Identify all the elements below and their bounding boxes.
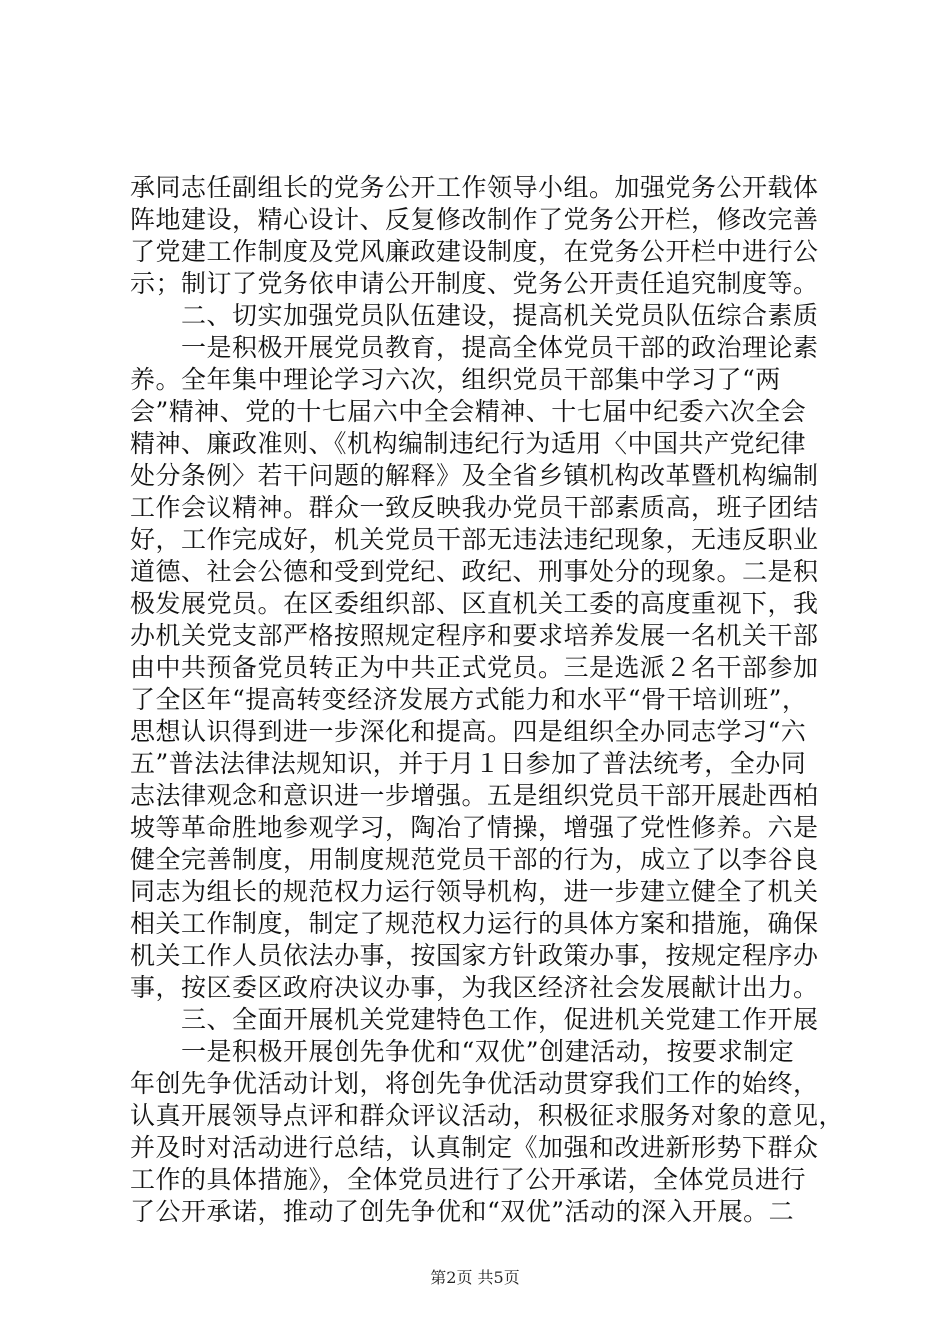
document-body xyxy=(130,172,845,1228)
text-line: 健全完善制度，用制度规范党员干部的行为，成立了以李谷良 xyxy=(130,845,819,874)
text-line: 认真开展领导点评和群众评议活动，积极征求服务对象的意见， xyxy=(130,1101,845,1130)
text-line: 道德、社会公德和受到党纪、政纪、刑事处分的现象。二是积 xyxy=(130,557,819,586)
text-line: 会”精神、党的十七届六中全会精神、十七届中纪委六次全会 xyxy=(130,397,807,426)
text-line: 同志为组长的规范权力运行领导机构，进一步建立健全了机关 xyxy=(130,877,819,906)
text-line: 了公开承诺，推动了创先争优和“双优”活动的深入开展。二 xyxy=(130,1197,795,1226)
text-line: 相关工作制度，制定了规范权力运行的具体方案和措施，确保 xyxy=(130,909,819,938)
text-line: 由中共预备党员转正为中共正式党员。三是选派２名干部参加 xyxy=(130,653,819,682)
text-line: 一是积极开展党员教育，提高全体党员干部的政治理论素 xyxy=(130,333,819,362)
text-line: 工作的具体措施》，全体党员进行了公开承诺，全体党员进行 xyxy=(130,1165,807,1194)
text-line: 坡等革命胜地参观学习，陶冶了情操，增强了党性修养。六是 xyxy=(130,813,819,842)
text-line: 示；制订了党务依申请公开制度、党务公开责任追究制度等。 xyxy=(130,269,819,298)
text-line: 精神、廉政准则、《机构编制违纪行为适用〈中国共产党纪律 xyxy=(130,429,807,458)
text-line: 养。全年集中理论学习六次，组织党员干部集中学习了“两 xyxy=(130,365,781,394)
text-line: 了党建工作制度及党风廉政建设制度，在党务公开栏中进行公 xyxy=(130,237,819,266)
text-line: 机关工作人员依法办事，按国家方针政策办事，按规定程序办 xyxy=(130,941,819,970)
text-line: 办机关党支部严格按照规定程序和要求培养发展一名机关干部 xyxy=(130,621,819,650)
text-line: 五”普法法律法规知识，并于月１日参加了普法统考，全办同 xyxy=(130,749,807,778)
text-line: 年创先争优活动计划，将创先争优活动贯穿我们工作的始终， xyxy=(130,1069,819,1098)
text-line: 一是积极开展创先争优和“双优”创建活动，按要求制定 xyxy=(130,1037,795,1066)
text-line: 志法律观念和意识进一步增强。五是组织党员干部开展赴西柏 xyxy=(130,781,819,810)
text-line: 思想认识得到进一步深化和提高。四是组织全办同志学习“六 xyxy=(130,717,807,746)
text-line: 并及时对活动进行总结，认真制定《加强和改进新形势下群众 xyxy=(130,1133,819,1162)
text-line: 极发展党员。在区委组织部、区直机关工委的高度重视下，我 xyxy=(130,589,819,618)
text-line: 好，工作完成好，机关党员干部无违法违纪现象，无违反职业 xyxy=(130,525,819,554)
page-number-footer: 第2页 共5页 xyxy=(430,1268,520,1287)
text-line: 事，按区委区政府决议办事，为我区经济社会发展献计出力。 xyxy=(130,973,819,1002)
section-heading: 二、切实加强党员队伍建设，提高机关党员队伍综合素质 xyxy=(130,301,819,330)
text-line: 了全区年“提高转变经济发展方式能力和水平“骨干培训班”， xyxy=(130,685,808,714)
text-line: 处分条例〉若干问题的解释》及全省乡镇机构改革暨机构编制 xyxy=(130,461,819,490)
text-line: 承同志任副组长的党务公开工作领导小组。加强党务公开载体 xyxy=(130,173,819,202)
text-line: 工作会议精神。群众一致反映我办党员干部素质高，班子团结 xyxy=(130,493,819,522)
text-line: 阵地建设，精心设计、反复修改制作了党务公开栏，修改完善 xyxy=(130,205,819,234)
section-heading: 三、全面开展机关党建特色工作，促进机关党建工作开展 xyxy=(130,1005,819,1034)
